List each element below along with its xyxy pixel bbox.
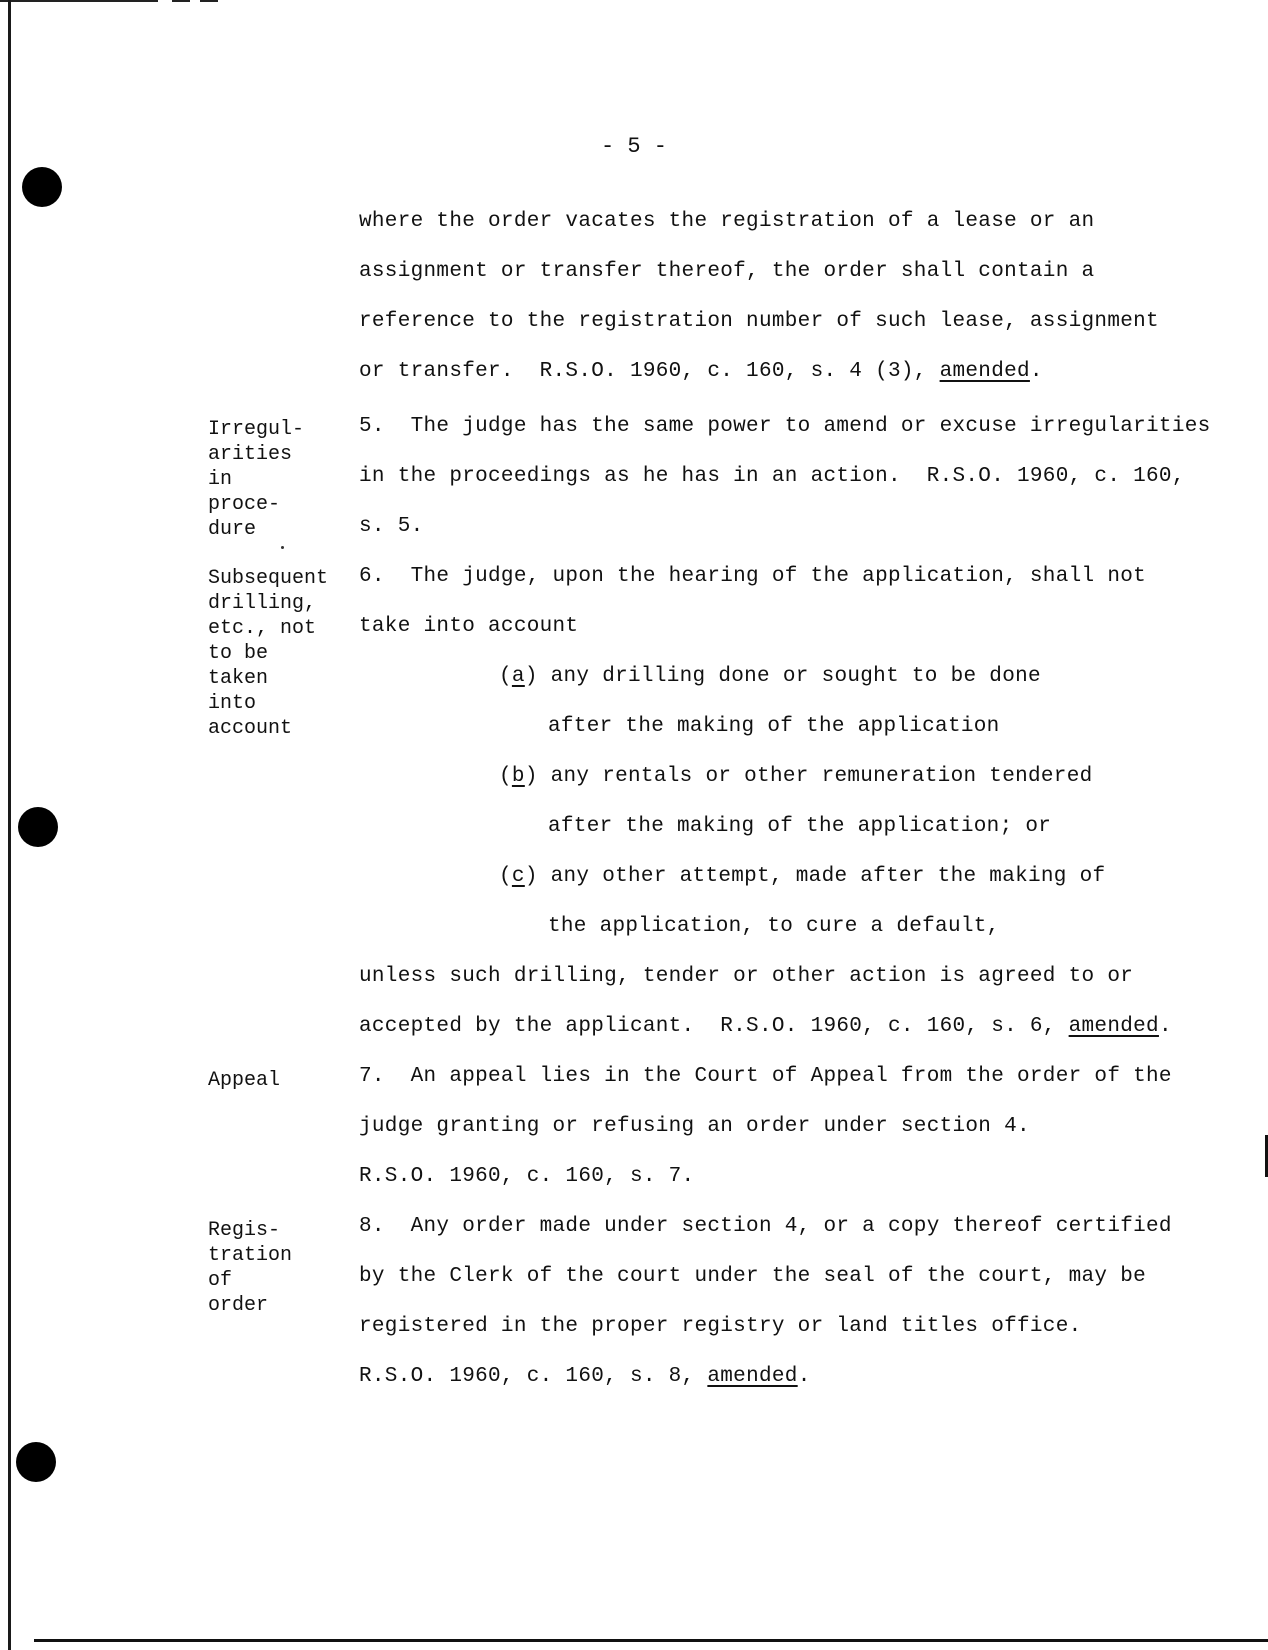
amended-word: amended [1068,1015,1159,1038]
clause-b: (b) any rentals or other remuneration tendered [499,765,1093,788]
continuation-line: assignment or transfer thereof, the order shall contain a [359,260,1095,283]
punch-hole [18,807,58,847]
period: . [1158,1015,1172,1038]
top-edge-dash [172,0,190,2]
page-number: - 5 - [600,134,667,159]
stray-mark [281,546,284,549]
period: . [797,1365,811,1388]
section-5-line: s. 5. [359,515,424,538]
clause-a: (a) any drilling done or sought to be done [499,665,1041,688]
margin-note-appeal: Appeal [208,1069,281,1092]
section-8-line: registered in the proper registry or land titles office. [359,1315,1082,1338]
section-7-line: judge granting or refusing an order under section 4. [359,1115,1030,1138]
amended-word: amended [939,360,1030,383]
clause-c: (c) any other attempt, made after the making of [499,865,1106,888]
clause-letter: a [511,665,525,688]
clause-text: any rentals or other remuneration tendered [537,765,1093,788]
left-edge-line [8,0,11,1650]
citation-text: R.S.O. 1960, c. 160, s. 8, [359,1365,708,1388]
top-edge-line [0,0,158,2]
section-6-line: 6. The judge, upon the hearing of the application, shall not [359,565,1147,588]
section-5-line: 5. The judge has the same power to amend or excuse irregularities [359,415,1211,438]
period: . [1029,360,1043,383]
section-8-line: by the Clerk of the court under the seal of the court, may be [359,1265,1147,1288]
section-6-line: unless such drilling, tender or other action is agreed to or [359,965,1134,988]
margin-note-subsequent-drilling: Subsequent drilling, etc., not to be taken into account [208,567,329,740]
clause-a-continuation: after the making of the application [548,715,1000,738]
citation-text: accepted by the applicant. R.S.O. 1960, c. 160, s. 6, [359,1015,1069,1038]
clause-b-continuation: after the making of the application; or [548,815,1052,838]
continuation-line [359,360,1043,383]
section-8-line: 8. Any order made under section 4, or a copy thereof certified [359,1215,1172,1238]
section-5-line: in the proceedings as he has in an action. R.S.O. 1960, c. 160, [359,465,1185,488]
margin-note-registration: Regis- tration of order [208,1219,293,1317]
punch-hole [16,1442,56,1482]
top-edge-dash [200,0,218,2]
clause-letter: b [511,765,525,788]
bottom-edge-line [34,1639,1268,1642]
section-7-line: 7. An appeal lies in the Court of Appeal from the order of the [359,1065,1172,1088]
amended-word: amended [707,1365,798,1388]
citation-text: or transfer. R.S.O. 1960, c. 160, s. 4 (3), [359,360,940,383]
section-6-line [359,1015,1172,1038]
margin-note-irregularities: Irregul- arities in proce- dure [208,418,305,541]
section-7-line: R.S.O. 1960, c. 160, s. 7. [359,1165,695,1188]
clause-text: any other attempt, made after the making of [537,865,1106,888]
section-8-line [359,1365,811,1388]
section-6-line: take into account [359,615,579,638]
continuation-line: reference to the registration number of such lease, assignment [359,310,1159,333]
clause-letter: c [511,865,525,888]
clause-c-continuation: the application, to cure a default, [548,915,1000,938]
continuation-line: where the order vacates the registration of a lease or an [359,210,1095,233]
punch-hole [22,167,62,207]
clause-text: any drilling done or sought to be done [537,665,1041,688]
